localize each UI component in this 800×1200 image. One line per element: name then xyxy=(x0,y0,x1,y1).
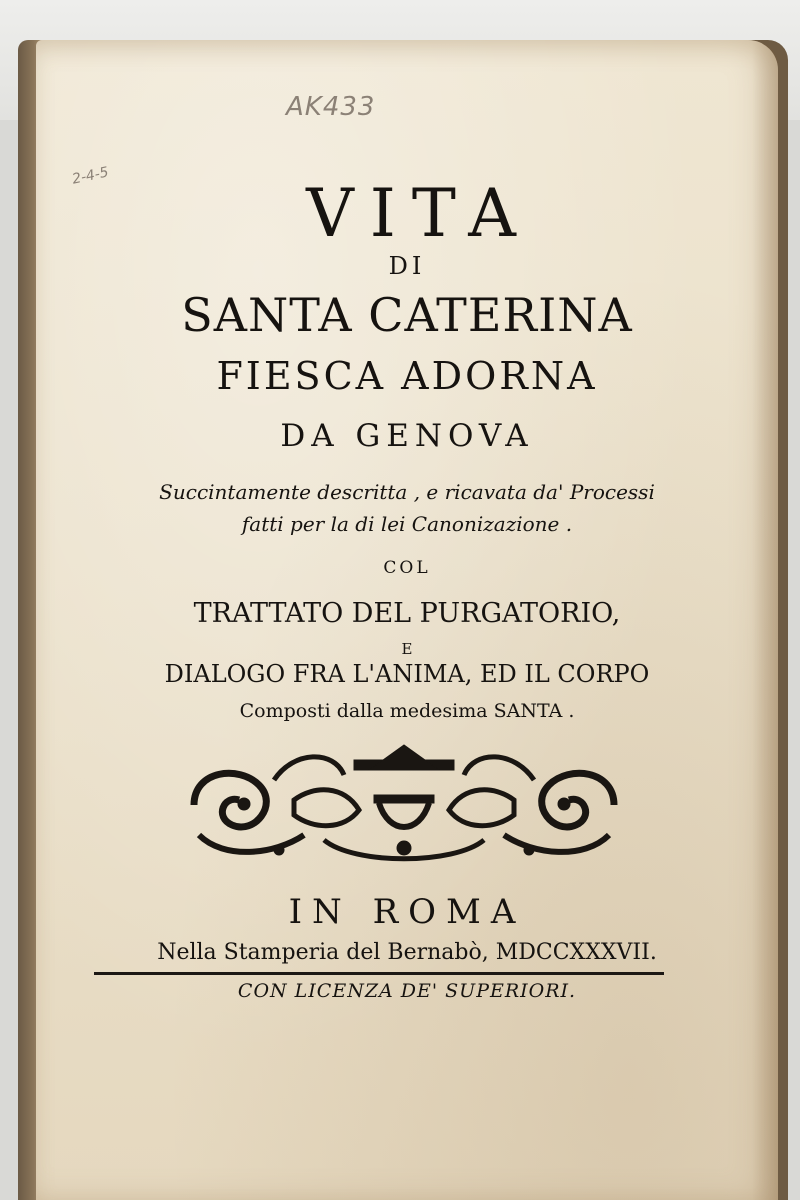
saint-name-line-3: DA GENOVA xyxy=(280,418,534,454)
title-di: DI xyxy=(388,252,426,280)
composed-line: Composti dalla medesima SANTA . xyxy=(239,700,575,722)
saint-name-line-2: FIESCA ADORNA xyxy=(216,354,598,398)
decorative-vignette xyxy=(184,740,624,870)
conjunction-e: E xyxy=(401,640,413,658)
imprint-city: IN ROMA xyxy=(288,892,526,932)
book-title: VITA xyxy=(306,175,532,252)
subtitle-line-2: fatti per la di lei Canonizazione . xyxy=(241,512,573,536)
imprint-license: CON LICENZA DE' SUPERIORI. xyxy=(237,980,577,1002)
dialogue-title: DIALOGO FRA L'ANIMA, ED IL CORPO xyxy=(164,660,650,688)
title-page xyxy=(36,40,778,1200)
shelfmark: AK433 xyxy=(286,92,376,122)
imprint-rule xyxy=(94,972,664,975)
treatise-title: TRATTATO DEL PURGATORIO, xyxy=(193,598,621,629)
margin-note: 2-4-5 xyxy=(70,164,111,188)
col-label: COL xyxy=(383,558,431,578)
imprint-printer: Nella Stamperia del Bernabò, MDCCXXXVII. xyxy=(157,940,657,965)
saint-name-line-1: SANTA CATERINA xyxy=(181,288,633,342)
subtitle-line-1: Succintamente descritta , e ricavata da' Processi xyxy=(159,480,655,504)
